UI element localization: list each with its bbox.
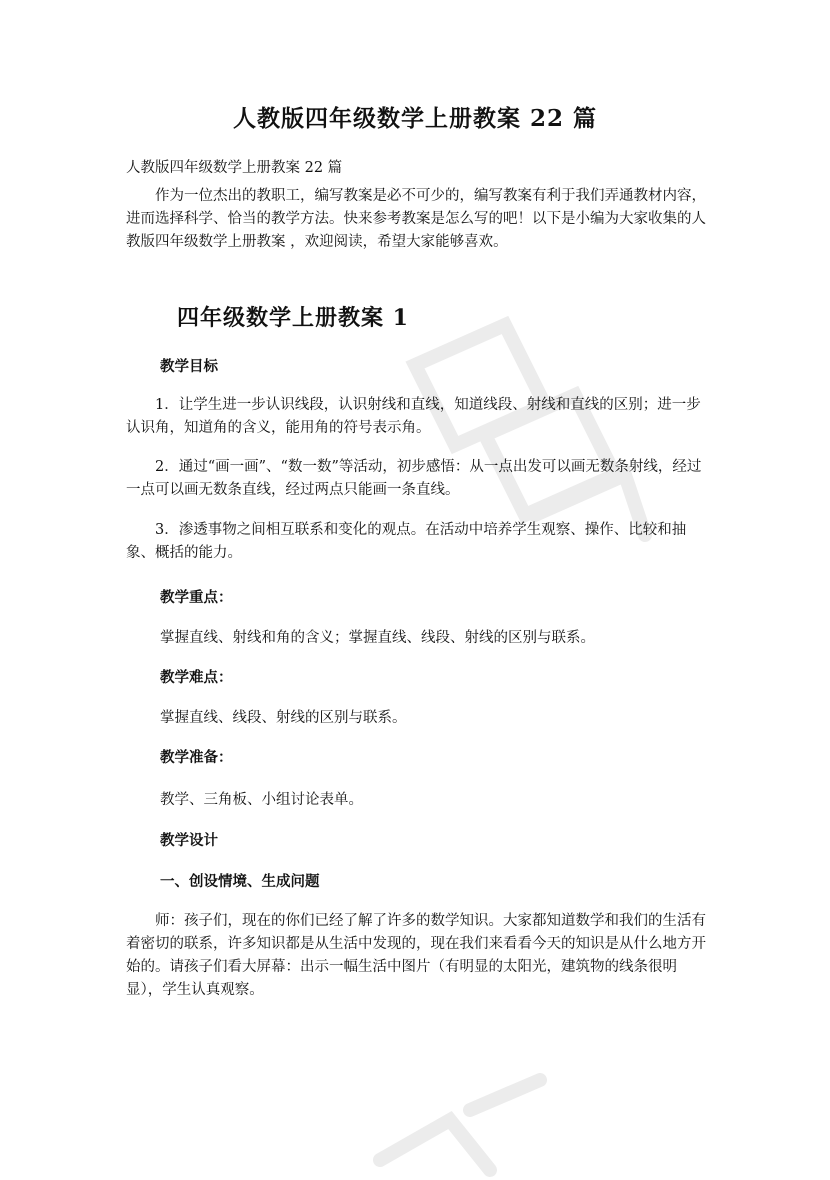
preparation-text: 教学、三角板、小组讨论表单。 [160,792,363,808]
key-points-heading: 教学重点： [160,590,233,606]
goal-item: 3．渗透事物之间相互联系和变化的观点。在活动中培养学生观察、操作、比较和抽象、概括的能力。 [126,522,687,561]
document-subtitle: 人教版四年级数学上册教案 22 篇 [126,160,343,176]
difficulty-text: 掌握直线、线段、射线的区别与联系。 [160,710,407,726]
goal-item: 2．通过“画一画”、“数一数”等活动，初步感悟：从一点出发可以画无数条射线，经过一点可以画无数条直线，经过两点只能画一条直线。 [126,459,702,498]
goal-item: 1．让学生进一步认识线段，认识射线和直线，知道线段、射线和直线的区别；进一步认识角，知道角的含义，能用角的符号表示角。 [126,397,701,436]
difficulty-heading: 教学难点： [160,670,233,686]
design-heading: 教学设计 [160,833,218,849]
section-title: 四年级数学上册教案 1 [177,305,409,331]
part1-heading: 一、创设情境、生成问题 [160,874,320,890]
intro-paragraph: 作为一位杰出的教职工，编写教案是必不可少的，编写教案有利于我们弄通教材内容，进而选择科学、恰当的教学方法。快来参考教案是怎么写的吧！以下是小编为大家收集的人教版四年级数学上册教案 ，欢迎阅读，希望大家能够喜欢。 [126,188,706,250]
preparation-heading: 教学准备： [160,750,233,766]
watermark-bottom [360,1060,560,1180]
part1-paragraph: 师：孩子们，现在的你们已经了解了许多的数学知识。大家都知道数学和我们的生活有着密切的联系，许多知识都是从生活中发现的，现在我们来看看今天的知识是从什么地方开始的。请孩子们看大屏幕：出示一幅生活中图片（有明显的太阳光，建筑物的线条很明显），学生认真观察。 [126,913,706,998]
document-title: 人教版四年级数学上册教案 22 篇 [232,105,598,132]
goals-heading: 教学目标 [160,359,218,375]
key-points-text: 掌握直线、射线和角的含义；掌握直线、线段、射线的区别与联系。 [160,630,595,646]
